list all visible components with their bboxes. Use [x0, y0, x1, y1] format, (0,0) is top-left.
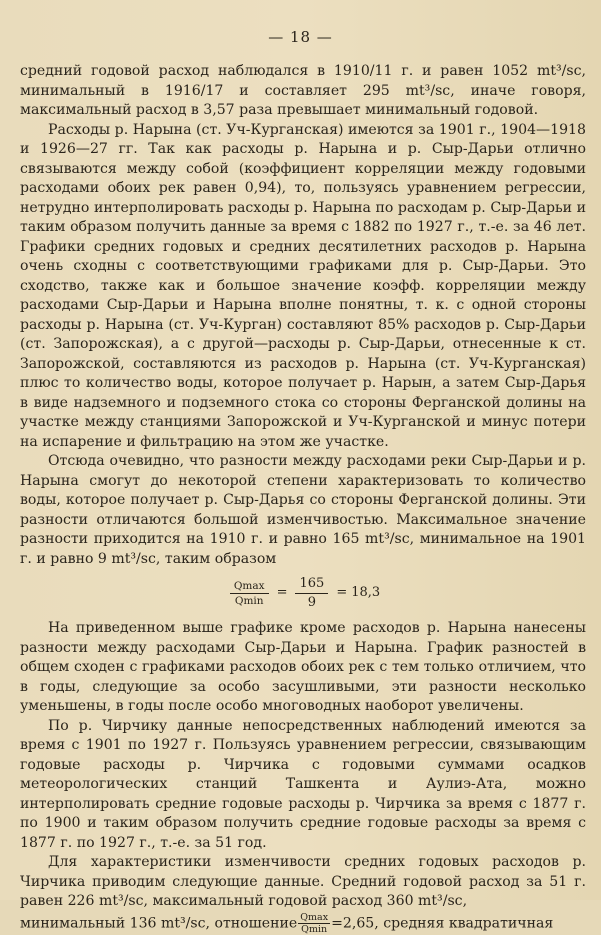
q-max-label: Qmax [230, 580, 269, 594]
paragraph: Для характеристики изменчивости средних годовых расходов р. Чирчика приводим следующие данные. Средний годовой расход за 51 г. равен 226 mt³/sc, максимальный годовой расход 360 mt³/sc, [20, 854, 586, 909]
value-fraction [295, 576, 328, 611]
q-ratio-fraction [230, 580, 269, 607]
ratio-formula [20, 571, 586, 615]
paragraph: Отсюда очевидно, что разности между расходами реки Сыр-Дарьи и р. Нарына смогут до некоторой степени характеризовать то количество воды, которое получает р. Сыр-Дарья со стороны Ферганской долины. Эти разности отличаются большой изменчивостью. Максимальное значение разности приходится на 1910 г. и равно 165 mt³/sc, минимальное на 1901 г. и равно 9 mt³/sc, таким образом [20, 453, 586, 567]
paragraph: средний годовой расход наблюдался в 1910/11 г. и равен 1052 mt³/sc, минимальный в 1916/17 и составляет 295 mt³/sc, иначе говоря, максимальный расход в 3,57 раза превышает минимальный годовой. [20, 63, 586, 118]
last-line-after: =2,65, средняя квадратичная [331, 915, 554, 931]
last-line [20, 912, 586, 935]
body-text [20, 62, 586, 935]
numerator: 165 [295, 576, 328, 594]
q-min-label: Qmin [301, 923, 328, 935]
paragraph: По р. Чирчику данные непосредственных наблюдений имеются за время с 1901 по 1927 г. Пользуясь уравнением регрессии, связывающим годовые расходы р. Чирчика с годовыми суммами осадков метеорологических станций Ташкента и Аулиэ-Ата, можно интерполировать средние годовые расходы р. Чирчика за время с 1877 г. по 1900 и таким образом получить средние годовые расходы за время с 1877 г. по 1927 г., т.-е. за 51 год. [20, 717, 586, 851]
q-max-label: Qmax [300, 911, 329, 923]
paragraph: На приведенном выше графике кроме расходов р. Нарына нанесены разности между расходами Сыр-Дарьи и Нарына. График разностей в общем сходен с графиками расходов обоих рек с тем только отличием, что в годы, следующие за особо засушливыми, эти разности несколько уменьшены, в годы после особо многоводных наоборот увеличены. [20, 620, 586, 714]
last-line-before: минимальный 136 mt³/sc, отношение [20, 915, 298, 931]
page-number: — 18 — [268, 28, 333, 46]
equals-sign: = [276, 585, 288, 601]
inline-ratio-fraction [298, 912, 330, 935]
paragraph: Расходы р. Нарына (ст. Уч-Курганская) имеются за 1901 г., 1904—1918 и 1926—27 гг. Так как расходы р. Нарына и р. Сыр-Дарьи отлично связываются между собой (коэффициент корреляции между годовыми расходами обоих рек равен 0,94), то, пользуясь уравнением регрессии, нетрудно интерполировать расходы р. Нарына по расходам р. Сыр-Дарьи и таким образом получить данные за время с 1882 по 1927 г., т.-е. за 46 лет. Графики средних годовых и средних десятилетних расходов р. Нарына очень сходны с соответствующими графиками для р. Сыр-Дарьи. Это сходство, также как и большое значение коэфф. корреляции между расходами Сыр-Дарьи и Нарына вполне понятны, т. к. с одной стороны расходы р. Нарына (ст. Уч-Курган) составляют 85% расходов р. Сыр-Дарьи (ст. Запорожская), а с другой—расходы р. Сыр-Дарьи, отнесенные к ст. Запорожской, составляются из расходов р. Нарына (ст. Уч-Курганская) плюс то количество воды, которое получает р. Нарын, а затем Сыр-Дарья в виде надземного и подземного стока со стороны Ферганской долины на участке между станциями Запорожской и Уч-Курганской и минус потери на испарение и фильтрацию на этом же участке. [20, 121, 586, 450]
q-min-label: Qmin [234, 594, 264, 607]
equals-sign: = [336, 585, 348, 601]
denominator: 9 [307, 594, 317, 610]
ratio-result: 18,3 [351, 585, 381, 601]
